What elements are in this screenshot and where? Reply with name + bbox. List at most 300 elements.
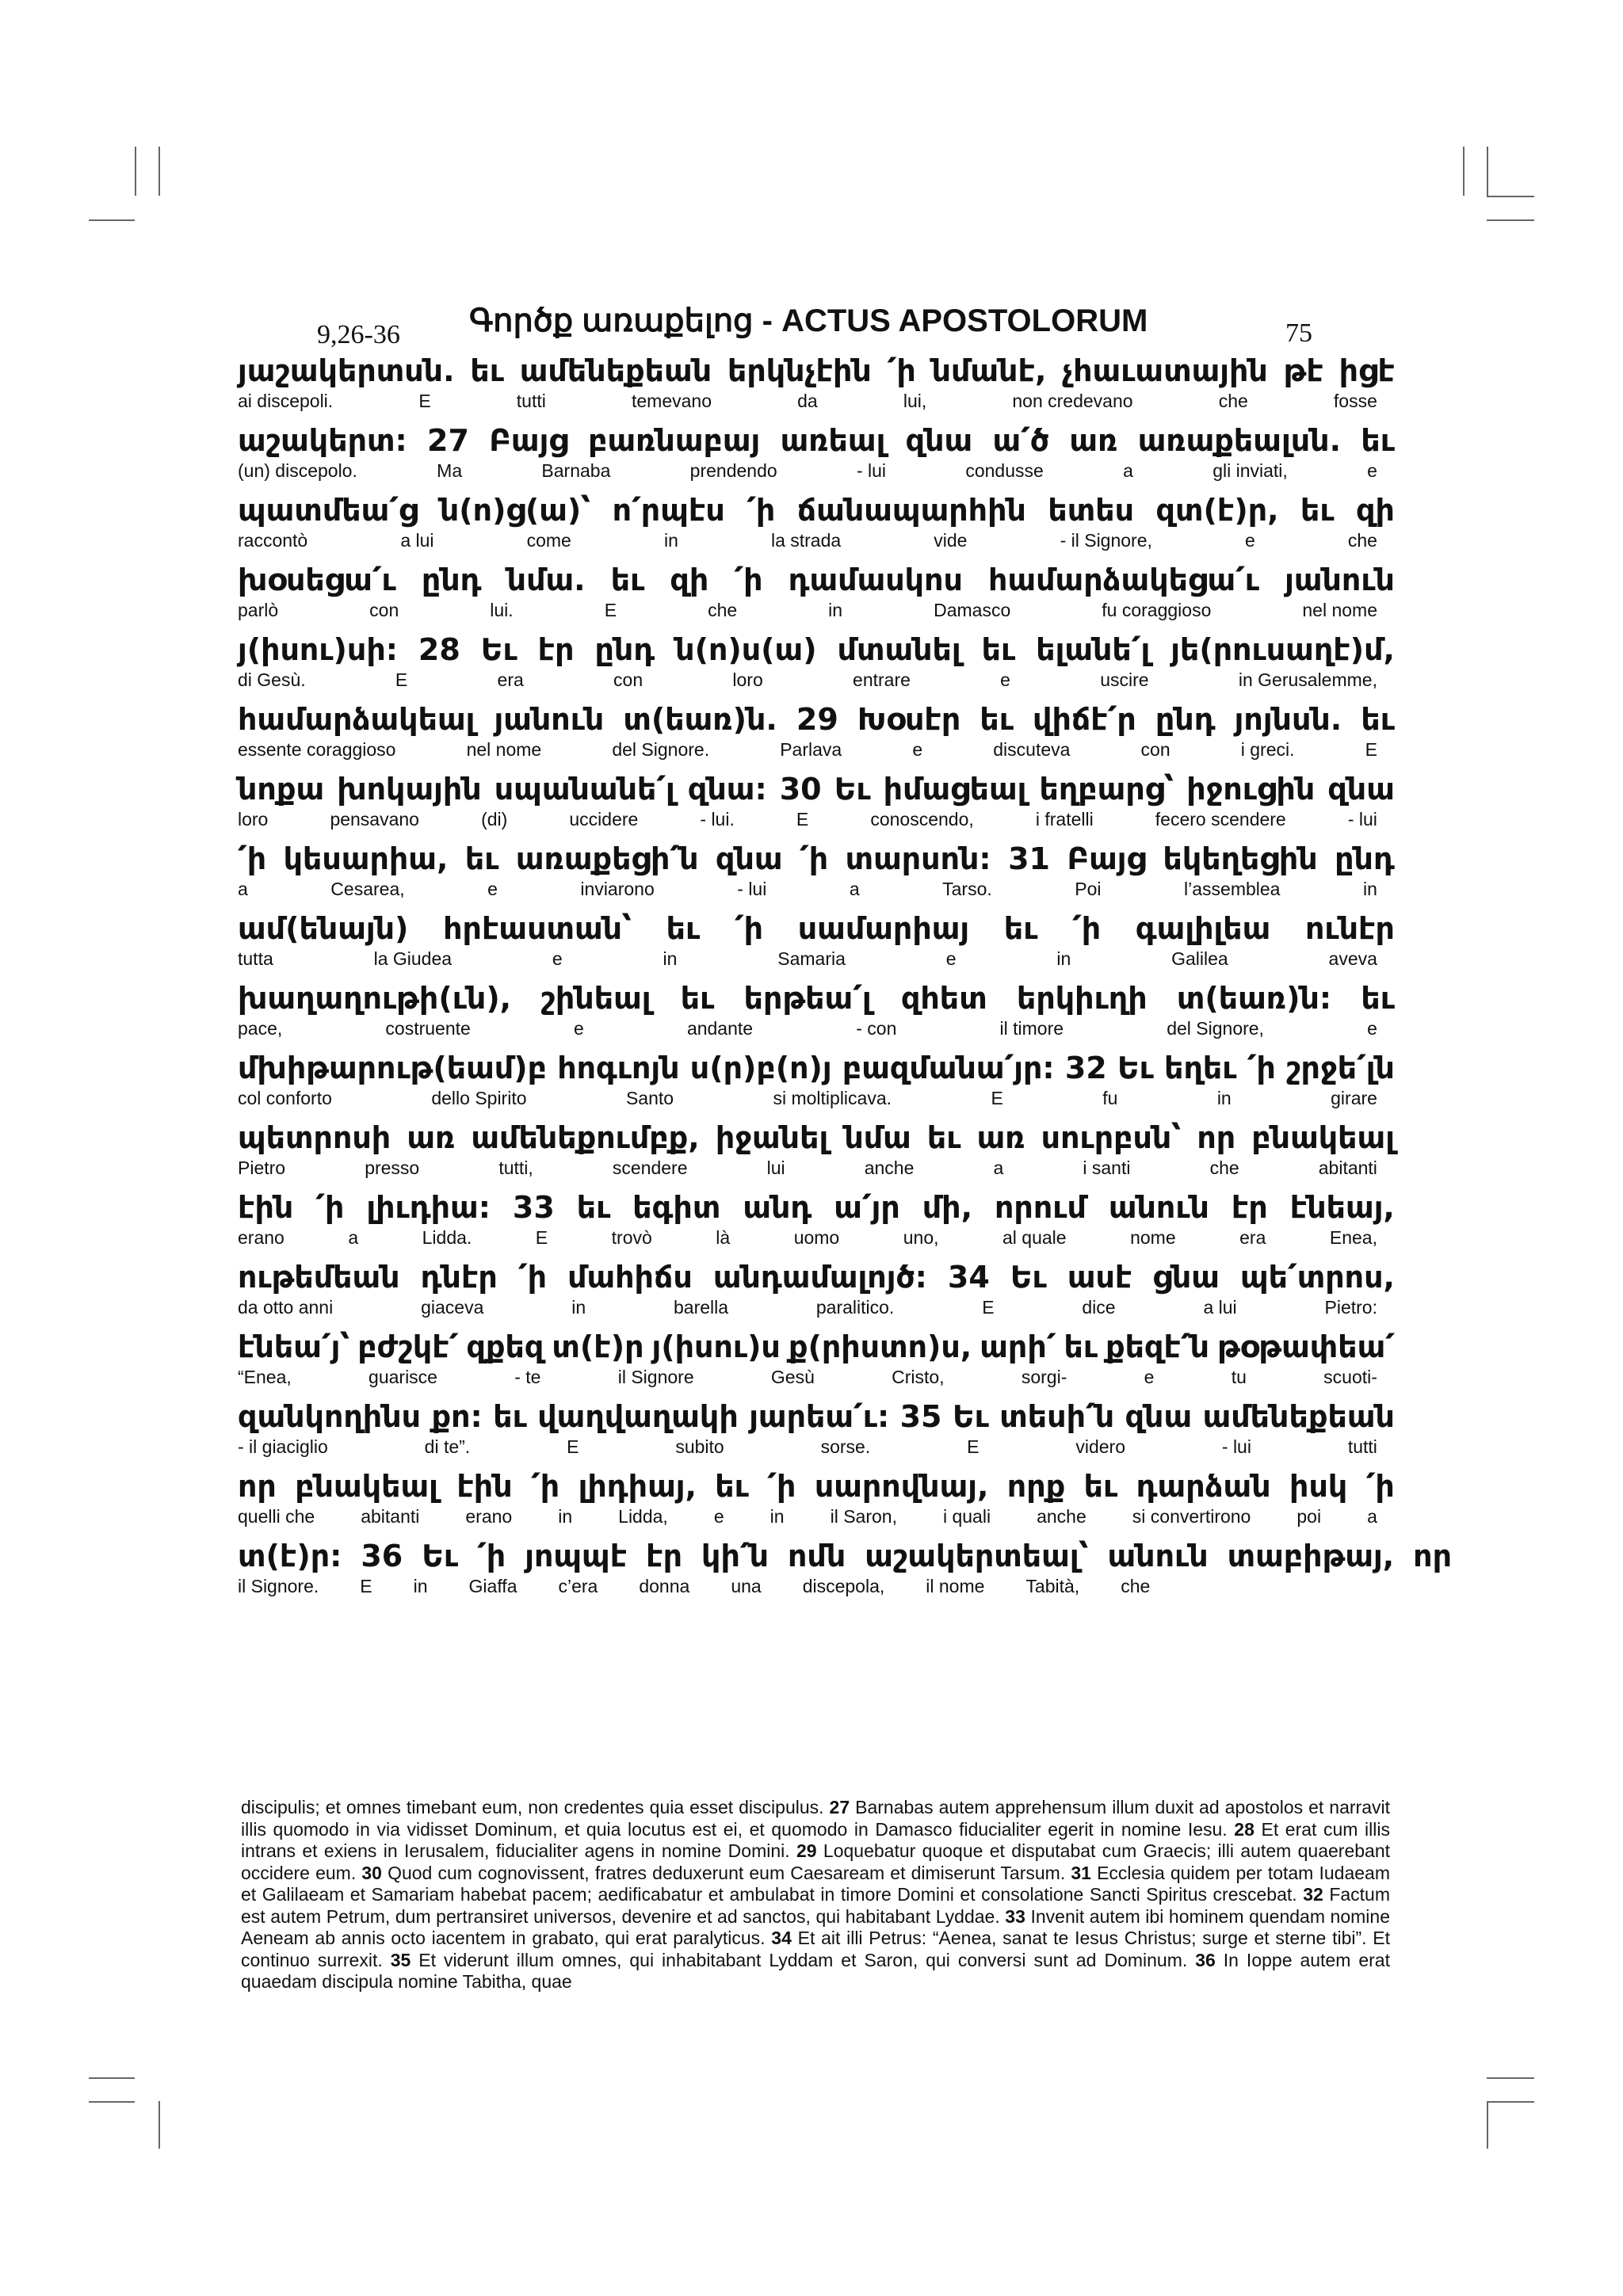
armenian-word: էին (456, 1469, 513, 1504)
italian-gloss: E (418, 391, 431, 411)
armenian-word: Բայց (1067, 841, 1146, 876)
armenian-word: անուն (1108, 1190, 1209, 1225)
italian-gloss: inviarono (580, 879, 655, 899)
crop-mark (89, 2077, 135, 2079)
verse-number: 30 (361, 1862, 382, 1883)
armenian-word: 33 (512, 1190, 555, 1225)
italian-gloss: pensavano (330, 809, 419, 830)
italian-gloss: E (1365, 739, 1377, 760)
latin-text: discipulis; et omnes timebant eum, non credentes quia esset discipulus. (241, 1797, 830, 1817)
italian-gloss: i santi (1083, 1158, 1131, 1178)
interlinear-line (238, 770, 1395, 840)
italian-gloss: Lidda. (422, 1227, 472, 1248)
latin-text: Et viderunt illum omnes, qui inhabitabant Lyddam et Saron, qui conversi sunt ad Dominum. (411, 1949, 1196, 1970)
armenian-word: զնա (1125, 1399, 1193, 1434)
armenian-word: նմա (844, 1120, 911, 1155)
armenian-word: ճանապարհին (796, 493, 1026, 528)
armenian-word: ելանե՛լ (1036, 632, 1151, 667)
armenian-word: եւ (610, 563, 645, 597)
italian-gloss-line (238, 1087, 1395, 1109)
armenian-word: տարսոն: (845, 841, 991, 876)
italian-gloss: a (849, 879, 860, 899)
italian-gloss: il Saron, (830, 1506, 897, 1527)
armenian-word: եւ (1064, 1329, 1098, 1364)
italian-gloss: E (796, 809, 809, 830)
italian-gloss: e (1367, 460, 1377, 481)
armenian-line (238, 352, 1395, 390)
armenian-line (238, 491, 1395, 529)
italian-gloss: - con (856, 1018, 897, 1039)
italian-gloss: giaceva (421, 1297, 484, 1318)
interlinear-line (238, 561, 1395, 631)
italian-gloss: - lui (856, 460, 887, 481)
armenian-word: ընդ (421, 563, 482, 597)
italian-gloss-line (238, 948, 1395, 970)
verse-number: 27 (829, 1797, 850, 1817)
italian-gloss: E (567, 1436, 579, 1457)
italian-gloss: e (1244, 530, 1255, 551)
italian-gloss: barella (673, 1297, 729, 1318)
armenian-word: ՛ի (767, 1469, 796, 1504)
armenian-word: իջուցին (1186, 772, 1316, 807)
italian-gloss: l’assemblea (1184, 879, 1281, 899)
page-title: Գործք առաքելոց - ACTUS APOSTOLORUM (469, 303, 1148, 338)
armenian-line (238, 1398, 1395, 1436)
italian-gloss: nel nome (466, 739, 542, 760)
italian-gloss: E (535, 1227, 548, 1248)
armenian-word: ՛ի (1247, 1051, 1276, 1085)
armenian-word: յ(իսու)սի: (238, 632, 398, 667)
armenian-word: համարձակեցա՛ւ (988, 563, 1259, 597)
armenian-word: որ (238, 1469, 277, 1504)
interlinear-line (238, 979, 1395, 1049)
italian-gloss: Cristo, (892, 1367, 945, 1387)
armenian-word: ՛ի (734, 563, 763, 597)
armenian-word: քեզէ՛ն (1106, 1329, 1210, 1364)
italian-gloss: uomo (793, 1227, 840, 1248)
armenian-word: ք(րիստո)ս, (788, 1329, 972, 1364)
italian-gloss: a (348, 1227, 359, 1248)
armenian-word: տ(եառ)ն: (1176, 981, 1332, 1016)
armenian-word: ունէր (1305, 911, 1395, 946)
armenian-word: ա՛ծ (992, 423, 1050, 458)
armenian-word: անդամալոյծ: (712, 1260, 927, 1295)
italian-gloss: del Signore, (1167, 1018, 1264, 1039)
latin-text: Factum est autem Petrum, dum pertransiret universos, devenire et ad sanctos, qui habitabant Lyddae. (241, 1884, 1391, 1927)
armenian-word: նոքա (238, 772, 325, 807)
verse-number: 29 (796, 1840, 817, 1861)
italian-gloss: in (571, 1297, 586, 1318)
italian-gloss: E (967, 1436, 980, 1457)
armenian-word: պետրոսի (238, 1120, 391, 1155)
italian-gloss-line (238, 1226, 1395, 1249)
italian-gloss: uno, (903, 1227, 939, 1248)
italian-gloss: a (993, 1158, 1004, 1178)
italian-gloss-line (238, 390, 1395, 412)
italian-gloss: da otto anni (238, 1297, 334, 1318)
armenian-line (238, 1328, 1395, 1366)
italian-gloss: abitanti (1318, 1158, 1377, 1178)
armenian-word: եւ (470, 353, 504, 388)
italian-gloss: raccontò (238, 530, 308, 551)
armenian-word: մի, (922, 1190, 973, 1225)
armenian-word: սամարիայ (797, 911, 970, 946)
verse-reference: 9,26-36 (317, 320, 400, 349)
italian-gloss: il Signore. (238, 1576, 319, 1596)
interlinear-text (238, 352, 1452, 1607)
armenian-word: եւ (464, 841, 499, 876)
armenian-word: եւ (981, 632, 1016, 667)
italian-gloss-line (238, 1017, 1395, 1039)
italian-gloss: fecero scendere (1155, 809, 1286, 830)
armenian-word: 29 (796, 702, 838, 737)
italian-gloss: sorse. (820, 1436, 871, 1457)
italian-gloss: Pietro (238, 1158, 286, 1178)
armenian-word: թօթափեա՛ (1217, 1329, 1395, 1364)
latin-text: Et ait illi Petrus: “Aenea, sanat te Iesus Christus; surge et sterne tibi”. Et continuo surrexit. (241, 1928, 1390, 1970)
italian-gloss: entrare (853, 669, 911, 690)
italian-gloss-line (238, 738, 1395, 761)
interlinear-line (238, 1328, 1395, 1398)
armenian-word: 36 (361, 1539, 403, 1573)
italian-gloss: Santo (625, 1088, 674, 1108)
armenian-word: վիճէ՛ր (1033, 702, 1136, 737)
italian-gloss: e (945, 948, 957, 969)
interlinear-line (238, 1049, 1395, 1119)
armenian-word: վաղվաղակի (537, 1399, 739, 1434)
armenian-word: Եւ (952, 1399, 989, 1434)
armenian-word: Եւ (422, 1539, 459, 1573)
italian-gloss: in (413, 1576, 428, 1596)
italian-gloss: Poi (1075, 879, 1102, 899)
italian-gloss: in (828, 600, 843, 620)
armenian-word: էր (537, 632, 575, 667)
armenian-word: իսկ (1289, 1469, 1348, 1504)
italian-gloss: presso (365, 1158, 420, 1178)
armenian-word: ամ(ենայն) (238, 911, 409, 946)
armenian-word: ՛ի (800, 841, 829, 876)
italian-gloss: in (1216, 1088, 1232, 1108)
armenian-word: ցնա (1152, 1260, 1220, 1295)
armenian-word: որում (994, 1190, 1086, 1225)
armenian-word: Եւ (834, 772, 871, 807)
armenian-word: յանուն (1285, 563, 1395, 597)
latin-text: Et erat cum illis intrans et exiens in Ierusalem, fiducialiter agens in nomine Domini. (241, 1818, 1390, 1861)
armenian-line (238, 1258, 1395, 1296)
italian-gloss: e (1000, 669, 1010, 690)
armenian-word: ոմն (788, 1539, 846, 1573)
italian-gloss: di Gesù. (238, 669, 306, 690)
verse-number: 33 (1005, 1905, 1025, 1927)
italian-gloss: in (558, 1506, 573, 1527)
armenian-word: արի՛ (980, 1329, 1056, 1364)
armenian-word: ՛ի (315, 1190, 345, 1225)
armenian-line (238, 1049, 1395, 1087)
armenian-word: ՛ի (887, 353, 916, 388)
armenian-word: որք (1006, 1469, 1066, 1504)
armenian-word: առեալ (780, 423, 886, 458)
armenian-word: զնա (1327, 772, 1395, 807)
armenian-word: Խօսէր (857, 702, 961, 737)
armenian-word: 31 (1008, 841, 1050, 876)
italian-gloss: scuoti- (1323, 1367, 1377, 1387)
italian-gloss: E (395, 669, 408, 690)
armenian-word: էին (238, 1190, 294, 1225)
italian-gloss: e (1367, 1018, 1377, 1039)
armenian-word: Եւ (1117, 1051, 1154, 1085)
armenian-word: առաքեալսն. (1137, 423, 1342, 458)
armenian-word: եւ (715, 1469, 749, 1504)
italian-gloss: con (369, 600, 399, 620)
italian-gloss: il nome (926, 1576, 985, 1596)
interlinear-line (238, 1467, 1395, 1537)
armenian-word: Եւ (1010, 1260, 1047, 1295)
italian-gloss: c’era (558, 1576, 598, 1596)
italian-gloss: andante (686, 1018, 754, 1039)
armenian-word: բառնաբայ (588, 423, 761, 458)
armenian-word: ն(ո)ց(ա)՝ (439, 493, 591, 528)
italian-gloss: in Gerusalemme, (1238, 669, 1377, 690)
italian-gloss: lui (766, 1158, 785, 1178)
italian-gloss: anche (1037, 1506, 1086, 1527)
italian-gloss: come (526, 530, 571, 551)
armenian-word: եւ (666, 911, 701, 946)
armenian-line (238, 1188, 1395, 1226)
italian-gloss: in (1362, 879, 1377, 899)
italian-gloss: girare (1331, 1088, 1377, 1108)
italian-gloss: - lui. (700, 809, 735, 830)
armenian-word: ասէ (1067, 1260, 1132, 1295)
italian-gloss: era (1239, 1227, 1266, 1248)
armenian-word: եւ (1361, 981, 1395, 1016)
italian-gloss: - il giaciglio (238, 1436, 328, 1457)
armenian-word: յանուն (494, 702, 605, 737)
armenian-word: ամենեքումբք, (471, 1120, 700, 1155)
armenian-word: եւ (680, 981, 715, 1016)
armenian-word: բժշկէ՛ (357, 1329, 459, 1364)
italian-gloss: - lui (737, 879, 767, 899)
italian-gloss: si moltiplicava. (773, 1088, 892, 1108)
armenian-word: զնա (905, 423, 973, 458)
armenian-word: զի (1356, 493, 1395, 528)
armenian-word: 34 (947, 1260, 990, 1295)
italian-gloss: in (663, 530, 678, 551)
verse-number: 32 (1303, 1884, 1323, 1905)
italian-gloss: i greci. (1240, 739, 1295, 760)
armenian-word: առ (1069, 423, 1118, 458)
italian-gloss: E (982, 1297, 995, 1318)
italian-gloss: da (797, 391, 818, 411)
armenian-word: 32 (1064, 1051, 1107, 1085)
italian-gloss: di te”. (424, 1436, 471, 1457)
italian-gloss: anche (864, 1158, 915, 1178)
armenian-word: շրջե՛լն (1286, 1051, 1395, 1085)
italian-gloss: i fratelli (1035, 809, 1094, 830)
armenian-word: գալիլեա (1135, 911, 1271, 946)
italian-gloss: parlò (238, 600, 279, 620)
italian-gloss: prendendo (689, 460, 777, 481)
armenian-word: յե(րուսաղէ)մ, (1170, 632, 1395, 667)
italian-gloss: il Signore (617, 1367, 694, 1387)
crop-mark (89, 2101, 135, 2103)
armenian-word: դնէր (420, 1260, 498, 1295)
italian-gloss: una (731, 1576, 762, 1596)
italian-gloss: paralitico. (815, 1297, 895, 1318)
armenian-word: Բայց (489, 423, 568, 458)
armenian-word: 27 (427, 423, 469, 458)
armenian-word: լիդիայ, (578, 1469, 697, 1504)
italian-gloss: quelli che (238, 1506, 315, 1527)
armenian-word: չհաւատային (1062, 353, 1268, 388)
armenian-word: իցէ (1338, 353, 1395, 388)
italian-gloss: guarisce (369, 1367, 437, 1387)
italian-gloss: del Signore. (612, 739, 710, 760)
italian-gloss: nel nome (1302, 600, 1377, 620)
armenian-line (238, 561, 1395, 599)
italian-gloss: E (991, 1088, 1003, 1108)
italian-gloss-line (238, 529, 1395, 551)
armenian-word: խաղաղութի(ւն), (238, 981, 512, 1016)
armenian-word: լիւդիա: (366, 1190, 491, 1225)
armenian-word: զքեզ (466, 1329, 544, 1364)
armenian-word: երթեա՛լ (743, 981, 872, 1016)
italian-gloss: - lui (1347, 809, 1377, 830)
armenian-line (238, 631, 1395, 669)
italian-gloss: che (1121, 1576, 1151, 1596)
armenian-line (238, 1119, 1395, 1157)
italian-gloss: e (487, 879, 498, 899)
armenian-word: բնակեալ (295, 1469, 438, 1504)
interlinear-line (238, 1258, 1395, 1328)
armenian-word: էր (646, 1539, 683, 1573)
italian-gloss: ai discepoli. (238, 391, 334, 411)
italian-gloss: Tabità, (1025, 1576, 1080, 1596)
italian-gloss: tutti (1347, 1436, 1377, 1457)
verse-number: 36 (1195, 1949, 1216, 1970)
armenian-word: կի՛ն (701, 1539, 769, 1573)
crop-mark (1487, 2077, 1534, 2079)
italian-gloss-line (238, 1575, 1395, 1597)
italian-gloss: al quale (1002, 1227, 1067, 1248)
armenian-word: տ(է)ր: (238, 1539, 342, 1573)
armenian-word: յ(իսու)ս (651, 1329, 781, 1364)
italian-gloss: temevano (631, 391, 712, 411)
italian-gloss: Barnaba (541, 460, 611, 481)
armenian-word: եւ (926, 1120, 961, 1155)
italian-gloss: a (238, 879, 248, 899)
armenian-word: ՛ի (1365, 1469, 1395, 1504)
italian-gloss-line (238, 1436, 1395, 1458)
italian-gloss: con (1140, 739, 1170, 760)
italian-gloss: Galilea (1171, 948, 1228, 969)
armenian-word: աշակերտեալ՝ (865, 1539, 1089, 1573)
armenian-word: էր (1231, 1190, 1268, 1225)
italian-gloss: nome (1130, 1227, 1176, 1248)
armenian-word: եւ (1361, 702, 1395, 737)
armenian-word: 35 (899, 1399, 942, 1434)
armenian-word: որ (1413, 1539, 1452, 1573)
italian-gloss: in (1056, 948, 1071, 969)
crop-mark (1487, 219, 1534, 221)
armenian-line (238, 979, 1395, 1017)
page-header (238, 295, 1395, 350)
italian-gloss: discepola, (802, 1576, 885, 1596)
italian-gloss: Tarso. (942, 879, 992, 899)
armenian-word: անդ (743, 1190, 812, 1225)
italian-gloss: tutti (516, 391, 546, 411)
italian-gloss: abitanti (361, 1506, 420, 1527)
armenian-word: առաքեցի՛ն (515, 841, 699, 876)
armenian-line (238, 1537, 1452, 1575)
italian-gloss: loro (732, 669, 763, 690)
interlinear-line (238, 840, 1395, 910)
crop-mark (89, 219, 135, 221)
italian-gloss: e (1144, 1367, 1155, 1387)
crop-mark (1487, 2101, 1488, 2149)
armenian-word: հոգւոյն (557, 1051, 680, 1085)
italian-gloss: fu coraggioso (1102, 600, 1212, 620)
italian-gloss: costruente (385, 1018, 471, 1039)
italian-gloss: in (769, 1506, 785, 1527)
italian-gloss: che (1209, 1158, 1239, 1178)
armenian-word: յաշակերտսն. (238, 353, 455, 388)
italian-gloss: Damasco (934, 600, 1011, 620)
armenian-word: ընդ (1335, 841, 1395, 876)
armenian-word: ՛ի (531, 1469, 560, 1504)
italian-gloss: Pietro: (1324, 1297, 1377, 1318)
armenian-word: ութեմեան (238, 1260, 400, 1295)
armenian-word: 28 (418, 632, 460, 667)
latin-text: Quod cum cognovissent, fratres deduxerunt eum Caesaream et dimiserunt Tarsum. (381, 1862, 1071, 1883)
armenian-word: ՛ի (1072, 911, 1102, 946)
italian-gloss: lui, (903, 391, 927, 411)
armenian-word: Եւ (480, 632, 517, 667)
latin-text: Ecclesia quidem per totam Iudaeam et Galilaeam et Samariam habebat pacem; aedificabatur et ambulabat in timore Domini et consolatione Sancti Spiritus crescebat. (241, 1862, 1390, 1905)
armenian-word: եգիտ (632, 1190, 721, 1225)
italian-gloss: trovò (611, 1227, 652, 1248)
armenian-word: զհետ (900, 981, 987, 1016)
italian-gloss: gli inviati, (1212, 460, 1288, 481)
armenian-line (238, 840, 1395, 878)
italian-gloss: fu (1102, 1088, 1118, 1108)
armenian-word: եւ (1300, 493, 1335, 528)
armenian-word: ՛ի (734, 911, 764, 946)
armenian-word: խօսեցա՛ւ (238, 563, 396, 597)
armenian-word: ա՛յր (834, 1190, 900, 1225)
armenian-word: տ(եառ)ն. (623, 702, 777, 737)
interlinear-line (238, 352, 1395, 421)
armenian-word: անուն (1107, 1539, 1209, 1573)
armenian-word: էնեայ, (1289, 1190, 1395, 1225)
interlinear-line (238, 910, 1395, 979)
armenian-word: զի (670, 563, 709, 597)
italian-gloss-line (238, 669, 1395, 691)
armenian-word: ո՛րպէս (612, 493, 725, 528)
italian-gloss: lui. (490, 600, 514, 620)
italian-gloss: - lui (1221, 1436, 1251, 1457)
italian-gloss: - te (514, 1367, 541, 1387)
armenian-word: եւ (493, 1399, 527, 1434)
armenian-word: որ (1197, 1120, 1236, 1155)
verse-number: 31 (1071, 1862, 1091, 1883)
italian-gloss: a lui (400, 530, 434, 551)
italian-gloss: il timore (999, 1018, 1064, 1039)
italian-gloss: non credevano (1012, 391, 1133, 411)
italian-gloss: Lidda, (618, 1506, 668, 1527)
interlinear-line (238, 631, 1395, 700)
interlinear-line (238, 1537, 1452, 1607)
armenian-word: ս(ր)բ(ո)յ (689, 1051, 832, 1085)
